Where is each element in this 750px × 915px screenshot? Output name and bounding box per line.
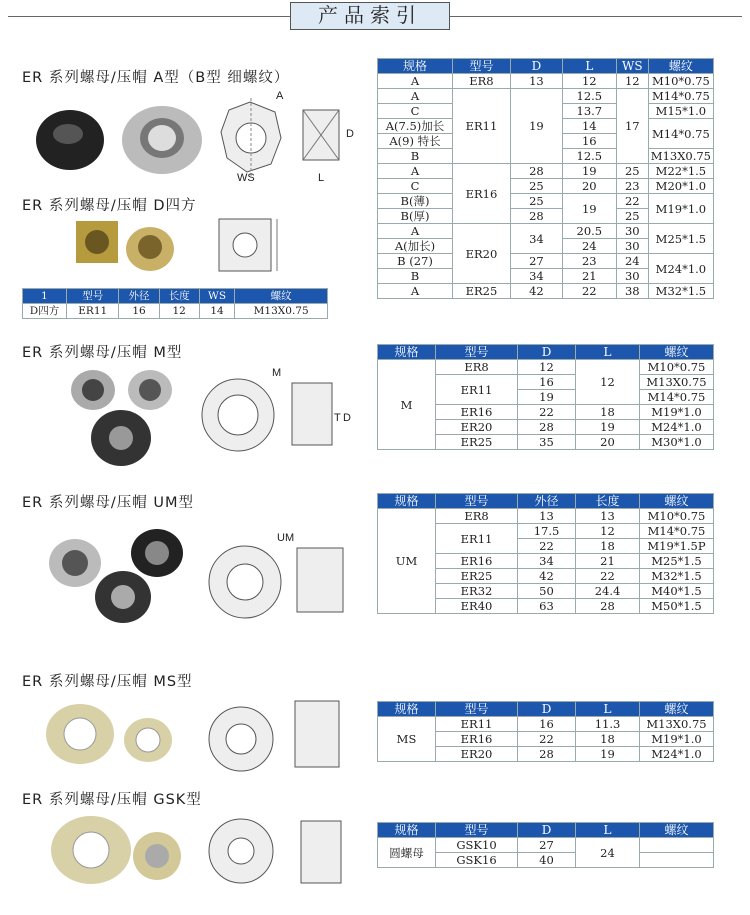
table-cell: M10*0.75 (640, 509, 714, 524)
table-cell: 24 (576, 838, 640, 868)
table-cell: 13.7 (562, 104, 616, 119)
table-cell: 25 (616, 164, 648, 179)
table-cell: 14 (199, 304, 235, 319)
table-cell: MS (378, 717, 436, 762)
table-cell: M10*0.75 (640, 360, 714, 375)
a-type-drawing (215, 98, 365, 178)
table-cell: M13X0.75 (640, 375, 714, 390)
table-cell: B(厚) (378, 209, 453, 224)
table-cell: M32*1.5 (640, 569, 714, 584)
table-cell: 25 (510, 194, 562, 209)
table-cell: M10*0.75 (648, 74, 713, 89)
table-row (378, 838, 714, 853)
table-cell: 19 (518, 390, 576, 405)
table-cell: 22 (518, 539, 576, 554)
table-cell: 24.4 (576, 584, 640, 599)
header-rule-left (8, 16, 290, 17)
table-cell: M32*1.5 (648, 284, 713, 299)
table-cell: M13X0.75 (640, 717, 714, 732)
table-cell: 34 (518, 554, 576, 569)
table-cell: B (378, 149, 453, 164)
table-cell: M25*1.5 (648, 224, 713, 254)
table-cell: 12 (562, 74, 616, 89)
table-cell: 14 (562, 119, 616, 134)
table-cell: ER25 (436, 435, 518, 450)
table-cell: C (378, 179, 453, 194)
table-cell: M19*1.5P (640, 539, 714, 554)
table-cell: 28 (518, 747, 576, 762)
table-cell: ER11 (452, 89, 510, 164)
table-row (378, 164, 714, 179)
table-cell: 30 (616, 239, 648, 254)
table-cell: ER8 (436, 360, 518, 375)
col-thread: 螺纹 (648, 59, 713, 74)
table-row (378, 254, 714, 269)
um-type-spec-table: 规格 型号 外径 长度 螺纹 UM ER8 13 13 M10*0.75 ER11 17.5 12 M14*0.75 22 18 M19*1.5P ER16 34 21 M25*1.5 ER25 42 22 M32*1.5 ER32 50 24.4 M40*1.5 ER40 63 28 M50*1.5 (377, 493, 714, 614)
table-cell: A(7.5)加长 (378, 119, 453, 134)
dim-ws-label: WS (237, 172, 255, 184)
table-cell: M19*1.0 (640, 405, 714, 420)
table-cell: 12 (159, 304, 199, 319)
table-cell: 27 (518, 838, 576, 853)
table-cell: M24*1.0 (640, 420, 714, 435)
table-cell: M13X0.75 (648, 149, 713, 164)
table-cell: 22 (518, 405, 576, 420)
table-cell: 25 (616, 209, 648, 224)
table-cell: M50*1.5 (640, 599, 714, 614)
table-cell: M19*1.0 (640, 732, 714, 747)
table-cell: M20*1.0 (648, 179, 713, 194)
table-cell: 23 (562, 254, 616, 269)
table-cell: 34 (510, 224, 562, 254)
table-cell: 17 (616, 89, 648, 164)
table-cell: M14*0.75 (648, 119, 713, 149)
table-cell: M14*0.75 (640, 524, 714, 539)
table-row (378, 509, 714, 524)
table-cell: A (378, 224, 453, 239)
table-cell: 16 (518, 717, 576, 732)
table-cell: M30*1.0 (640, 435, 714, 450)
section-title-ms: ER 系列螺母/压帽 MS型 (22, 674, 193, 690)
table-cell: B (378, 269, 453, 284)
table-cell: M24*1.0 (648, 254, 713, 284)
table-cell: 28 (576, 599, 640, 614)
table-cell: 42 (518, 569, 576, 584)
table-cell: M19*1.0 (648, 194, 713, 224)
table-cell: C (378, 104, 453, 119)
page-title: 产品索引 (290, 2, 450, 30)
table-cell: ER40 (436, 599, 518, 614)
table-cell: ER25 (452, 284, 510, 299)
table-cell: GSK10 (436, 838, 518, 853)
table-cell: 28 (510, 164, 562, 179)
table-cell: 13 (510, 74, 562, 89)
table-cell: 18 (576, 405, 640, 420)
table-cell: 圆螺母 (378, 838, 436, 868)
table-cell: 12.5 (562, 89, 616, 104)
d-type-nut-photo (70, 215, 180, 275)
dim-d-label: D (346, 128, 354, 140)
table-cell: 20.5 (562, 224, 616, 239)
table-cell: A (378, 164, 453, 179)
table-cell: 18 (576, 539, 640, 554)
table-cell: UM (378, 509, 436, 614)
table-cell: 40 (518, 853, 576, 868)
table-cell: ER11 (436, 717, 518, 732)
table-cell: A (378, 74, 453, 89)
um-type-label: UM (277, 532, 295, 544)
table-cell: 23 (616, 179, 648, 194)
table-cell: ER16 (436, 554, 518, 569)
table-cell: 28 (510, 209, 562, 224)
a-type-nut-photo (30, 98, 210, 180)
ms-type-spec-table: 规格 型号 D L 螺纹 MS ER11 16 11.3 M13X0.75 ER16 22 18 M19*1.0 ER20 28 19 M24*1.0 (377, 701, 714, 762)
table-cell: 22 (616, 194, 648, 209)
table-cell: A (378, 284, 453, 299)
table-cell: D四方 (23, 304, 67, 319)
m-type-spec-table: 规格 型号 D L 螺纹 M ER8 12 12 M10*0.75 ER11 16 M13X0.75 19 M14*0.75 ER16 22 18 M19*1.0 ER20 28 19 M24*1.0 ER25 35 20 M30*1.0 (377, 344, 714, 450)
col-model: 型号 (452, 59, 510, 74)
table-row (378, 360, 714, 375)
table-cell: 24 (616, 254, 648, 269)
table-cell: M24*1.0 (640, 747, 714, 762)
section-title-gsk: ER 系列螺母/压帽 GSK型 (22, 792, 202, 808)
table-cell: 63 (518, 599, 576, 614)
table-cell (640, 838, 714, 853)
table-cell: M40*1.5 (640, 584, 714, 599)
table-cell: M14*0.75 (640, 390, 714, 405)
table-cell: GSK16 (436, 853, 518, 868)
table-cell: ER20 (436, 420, 518, 435)
table-cell: M22*1.5 (648, 164, 713, 179)
table-cell: ER32 (436, 584, 518, 599)
table-cell: ER8 (452, 74, 510, 89)
section-title-a: ER 系列螺母/压帽 A型（B型 细螺纹） (22, 70, 290, 86)
table-cell: ER20 (436, 747, 518, 762)
dim-l-label: L (318, 172, 325, 184)
table-row (378, 194, 714, 209)
table-cell: 16 (119, 304, 159, 319)
table-cell: 50 (518, 584, 576, 599)
table-cell: 27 (510, 254, 562, 269)
table-cell: 19 (576, 420, 640, 435)
table-cell: 13 (576, 509, 640, 524)
dim-d-label-m: D (343, 412, 351, 424)
section-title-d: ER 系列螺母/压帽 D四方 (22, 198, 197, 214)
table-cell: 12 (616, 74, 648, 89)
table-cell: 22 (518, 732, 576, 747)
table-cell: M15*1.0 (648, 104, 713, 119)
table-cell: 35 (518, 435, 576, 450)
section-title-m: ER 系列螺母/压帽 M型 (22, 345, 183, 361)
table-cell: 12.5 (562, 149, 616, 164)
table-cell: 12 (576, 360, 640, 405)
table-cell: 20 (576, 435, 640, 450)
col-spec: 规格 (378, 59, 453, 74)
table-cell: A(9) 特长 (378, 134, 453, 149)
table-cell: 16 (518, 375, 576, 390)
table-cell: 12 (518, 360, 576, 375)
table-cell: 16 (562, 134, 616, 149)
dim-t-label: T (334, 412, 341, 424)
table-cell (640, 853, 714, 868)
table-cell: 17.5 (518, 524, 576, 539)
ms-type-nut-photo (40, 700, 180, 770)
table-cell: 42 (510, 284, 562, 299)
table-cell: 19 (562, 164, 616, 179)
col-l: L (562, 59, 616, 74)
table-cell: ER11 (67, 304, 119, 319)
table-cell: 24 (562, 239, 616, 254)
table-cell: ER16 (436, 732, 518, 747)
um-type-drawing (205, 540, 365, 624)
table-row (23, 304, 328, 319)
table-cell: M25*1.5 (640, 554, 714, 569)
table-cell: 13 (518, 509, 576, 524)
m-type-nut-photo (55, 360, 185, 470)
table-cell: M13X0.75 (235, 304, 328, 319)
gsk-type-nut-photo (45, 810, 185, 890)
table-row (378, 717, 714, 732)
table-cell: A(加长) (378, 239, 453, 254)
table-row (378, 179, 714, 194)
table-row (378, 284, 714, 299)
table-cell: 19 (576, 747, 640, 762)
table-cell: B (27) (378, 254, 453, 269)
table-cell: 19 (510, 89, 562, 164)
table-cell: ER16 (452, 164, 510, 224)
table-cell: 19 (562, 194, 616, 224)
table-cell: ER25 (436, 569, 518, 584)
table-cell: 12 (576, 524, 640, 539)
ms-type-drawing (205, 695, 365, 785)
table-cell: 30 (616, 269, 648, 284)
table-row (378, 74, 714, 89)
col-ws: WS (616, 59, 648, 74)
table-row (378, 89, 714, 104)
table-cell: 28 (518, 420, 576, 435)
table-cell: 18 (576, 732, 640, 747)
table-cell: 22 (562, 284, 616, 299)
d-type-drawing (215, 215, 305, 279)
gsk-type-drawing (205, 805, 365, 895)
a-type-label: A (276, 90, 284, 102)
table-cell: A (378, 89, 453, 104)
d-type-spec-table: 1 型号 外径 长度 WS 螺纹 D四方 ER11 16 12 14 M13X0.75 (22, 288, 328, 319)
table-cell: 34 (510, 269, 562, 284)
section-title-um: ER 系列螺母/压帽 UM型 (22, 495, 194, 511)
gsk-type-spec-table: 规格 型号 D L 螺纹 圆螺母 GSK10 27 24 GSK16 40 (377, 822, 714, 868)
table-cell: ER11 (436, 524, 518, 554)
table-cell: 21 (576, 554, 640, 569)
header-rule-right (450, 16, 742, 17)
table-cell: 25 (510, 179, 562, 194)
table-cell: 11.3 (576, 717, 640, 732)
table-cell: M14*0.75 (648, 89, 713, 104)
table-row (378, 224, 714, 239)
table-cell: B(薄) (378, 194, 453, 209)
table-cell: ER16 (436, 405, 518, 420)
table-cell: ER8 (436, 509, 518, 524)
a-type-spec-table (377, 58, 714, 299)
table-cell: ER20 (452, 224, 510, 284)
table-cell: 22 (576, 569, 640, 584)
table-cell: 38 (616, 284, 648, 299)
table-cell: 21 (562, 269, 616, 284)
table-cell: 30 (616, 224, 648, 239)
um-type-nut-photo (45, 525, 195, 625)
m-type-label: M (272, 367, 282, 379)
table-cell: M (378, 360, 436, 450)
col-d: D (510, 59, 562, 74)
table-cell: 20 (562, 179, 616, 194)
table-cell: ER11 (436, 375, 518, 405)
